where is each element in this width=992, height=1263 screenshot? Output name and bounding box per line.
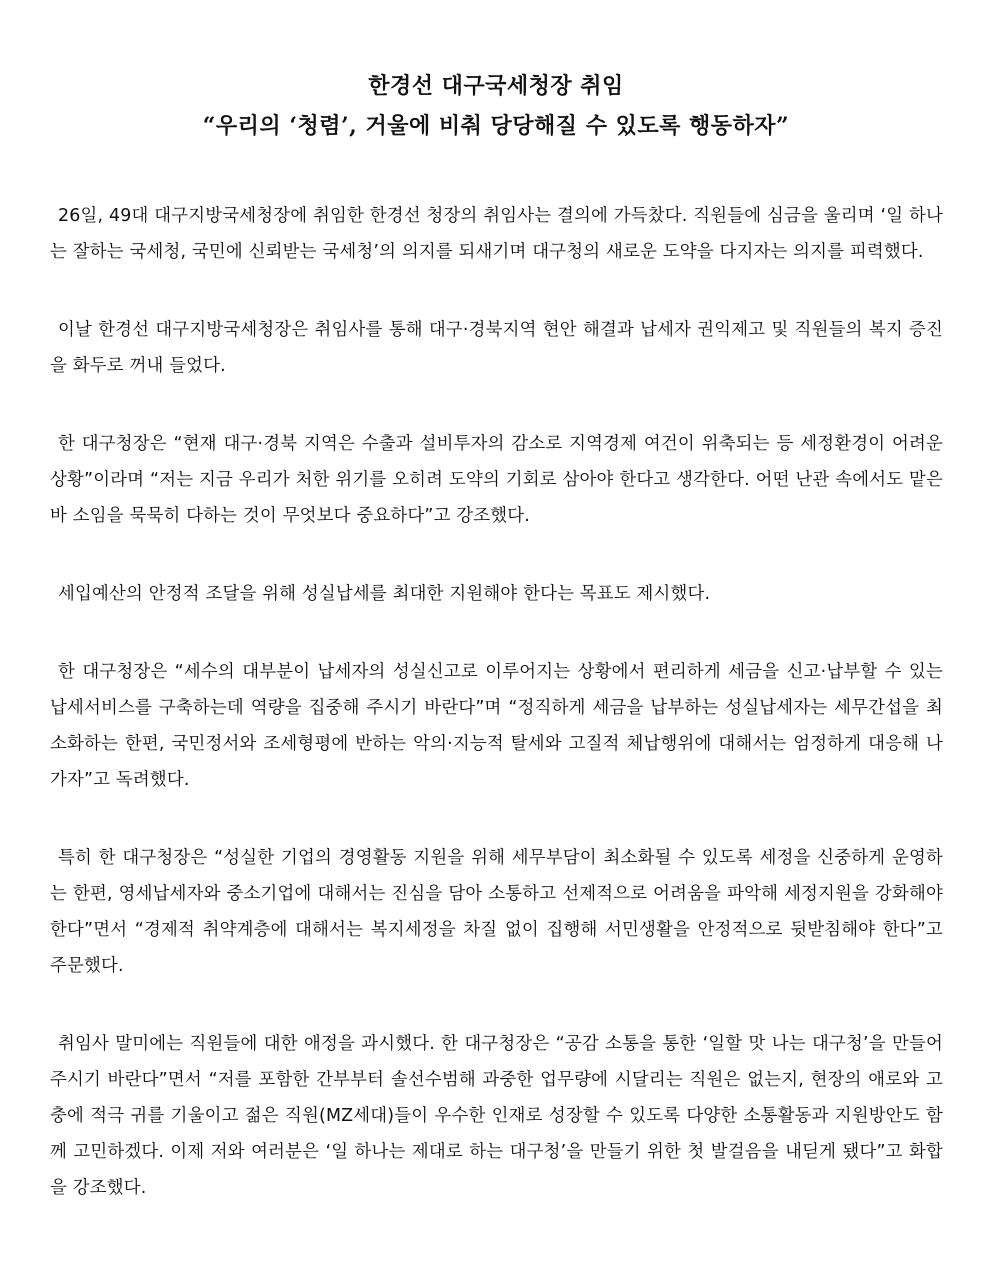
paragraph-4: [50, 576, 943, 612]
paragraph-7: [50, 1026, 943, 1206]
article-body: [50, 198, 943, 1248]
paragraph-1: [50, 198, 943, 270]
paragraph-5: [50, 654, 943, 798]
article-title: [0, 66, 992, 146]
paragraph-text: 취임사 말미에는 직원들에 대한 애정을 과시했다. 한 대구청장은 “공감 소통을 통한 ‘일할 맛 나는 대구청’을 만들어 주시기 바란다”면서 “저를 포함한 간부부터 솔선수범해 과중한 업무량에 시달리는 직원은 없는지, 현장의 애로와 고충에 적극 귀를 기울이고 젊은 직원(MZ세대)들이 우수한 인재로 성장할 수 있도록 다양한 소통활동과 지원방안도 함께 고민하겠다. 이제 저와 여러분은 ‘일 하나는 제대로 하는 대구청’을 만들기 위한 첫 발걸음을 내딛게 됐다”고 화합을 강조했다.: [50, 1034, 943, 1198]
paragraph-text: 세입예산의 안정적 조달을 위해 성실납세를 최대한 지원해야 한다는 목표도 제시했다.: [58, 584, 711, 604]
paragraph-text: 한 대구청장은 “현재 대구·경북 지역은 수출과 설비투자의 감소로 지역경제 여건이 위축되는 등 세정환경이 어려운 상황”이라며 “저는 지금 우리가 처한 위기를 오히려 도약의 기회로 삼아야 한다고 생각한다. 어떤 난관 속에서도 맡은 바 소임을 묵묵히 다하는 것이 무엇보다 중요하다”고 강조했다.: [50, 434, 943, 526]
paragraph-text: 26일, 49대 대구지방국세청장에 취임한 한경선 청장의 취임사는 결의에 가득찼다. 직원들에 심금을 울리며 ‘일 하나는 잘하는 국세청, 국민에 신뢰받는 국세청’의 의지를 되새기며 대구청의 새로운 도약을 다지자는 의지를 피력했다.: [50, 206, 943, 262]
paragraph-6: [50, 840, 943, 984]
paragraph-text: 한 대구청장은 “세수의 대부분이 납세자의 성실신고로 이루어지는 상황에서 편리하게 세금을 신고·납부할 수 있는 납세서비스를 구축하는데 역량을 집중해 주시기 바란다”며 “정직하게 세금을 납부하는 성실납세자는 세무간섭을 최소화하는 한편, 국민정서와 조세형평에 반하는 악의·지능적 탈세와 고질적 체납행위에 대해서는 엄정하게 대응해 나가자”고 독려했다.: [50, 662, 943, 790]
title-quote: “우리의 ‘청렴’, 거울에 비춰 당당해질 수 있도록 행동하자”: [202, 113, 790, 139]
paragraph-3: [50, 426, 943, 534]
paragraph-text: 특히 한 대구청장은 “성실한 기업의 경영활동 지원을 위해 세무부담이 최소화될 수 있도록 세정을 신중하게 운영하는 한편, 영세납세자와 중소기업에 대해서는 진심을 담아 소통하고 선제적으로 어려움을 파악해 세정지원을 강화해야 한다”면서 “경제적 취약계층에 대해서는 복지세정을 차질 없이 집행해 서민생활을 안정적으로 뒷받침해야 한다”고 주문했다.: [50, 848, 943, 976]
title-headline: 한경선 대구국세청장 취임: [368, 73, 624, 99]
paragraph-2: [50, 312, 943, 384]
paragraph-text: 이날 한경선 대구지방국세청장은 취임사를 통해 대구·경북지역 현안 해결과 납세자 권익제고 및 직원들의 복지 증진을 화두로 꺼내 들었다.: [50, 320, 943, 376]
